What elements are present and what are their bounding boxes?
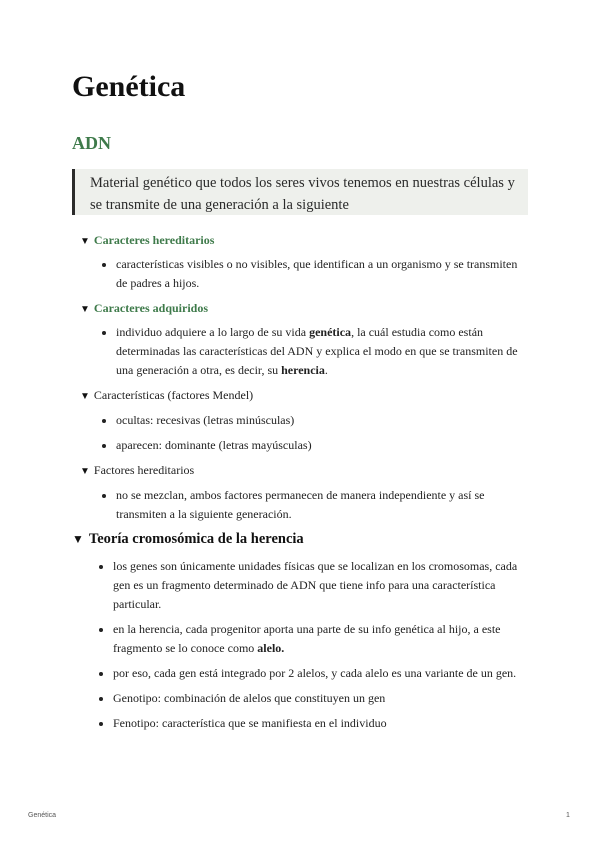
- toggle-factores-hereditarios[interactable]: [80, 462, 194, 480]
- list-item: Genotipo: combinación de alelos que constituyen un gen: [97, 689, 527, 708]
- toggle-caracteres-hereditarios[interactable]: [80, 232, 214, 250]
- triangle-down-icon[interactable]: ▼: [80, 304, 90, 315]
- triangle-down-icon[interactable]: ▼: [80, 391, 90, 402]
- list-item: por eso, cada gen está integrado por 2 alelos, y cada alelo es una variante de un gen.: [97, 664, 527, 683]
- list-item: [100, 323, 528, 380]
- toggle-label: Teoría cromosómica de la herencia: [88, 531, 304, 547]
- toggle-label: Caracteres hereditarios: [93, 233, 215, 247]
- toggle-label: Características (factores Mendel): [93, 388, 254, 402]
- toggle-teoria-cromosomica[interactable]: [72, 531, 304, 547]
- list-hereditarios: [100, 255, 530, 293]
- list-adquiridos: [100, 323, 528, 380]
- list-caracteristicas: [100, 411, 528, 461]
- triangle-down-icon[interactable]: ▼: [72, 532, 84, 546]
- list-item: los genes son únicamente unidades físicas que se localizan en los cromosomas, cada gen es un fragmento determinado de ADN que tiene info para una característica particular.: [97, 557, 527, 614]
- text-span: .: [324, 363, 328, 377]
- triangle-down-icon[interactable]: ▼: [80, 236, 90, 247]
- toggle-caracteristicas[interactable]: [80, 387, 253, 405]
- toggle-label: Factores hereditarios: [93, 463, 195, 477]
- list-factores: [100, 486, 500, 524]
- list-item: no se mezclan, ambos factores permanecen de manera independiente y así se transmiten a la siguiente generación.: [100, 486, 500, 524]
- list-item: [97, 620, 527, 658]
- text-span: , la cuál estudia como están determinadas las características del ADN y explica el modo en que se transmiten de una generación a otra, es decir, su: [116, 325, 518, 377]
- toggle-caracteres-adquiridos[interactable]: [80, 300, 208, 318]
- list-teoria: [97, 557, 527, 739]
- page-title: Genética: [72, 70, 186, 103]
- text-span: individuo adquiere a lo largo de su vida: [116, 325, 310, 339]
- adn-heading: ADN: [72, 133, 111, 153]
- list-item: Fenotipo: característica que se manifiesta en el individuo: [97, 714, 527, 733]
- bold-text: herencia: [281, 363, 325, 377]
- quote-block: Material genético que todos los seres vivos tenemos en nuestras células y se transmite de una generación a la siguiente: [72, 169, 528, 215]
- bold-text: genética: [309, 325, 352, 339]
- list-item: características visibles o no visibles, que identifican a un organismo y se transmiten de padres a hijos.: [100, 255, 530, 293]
- toggle-label: Caracteres adquiridos: [93, 301, 209, 315]
- footer-title: Genética: [28, 812, 57, 819]
- list-item: aparecen: dominante (letras mayúsculas): [100, 436, 528, 455]
- triangle-down-icon[interactable]: ▼: [80, 466, 90, 477]
- footer-page-number: 1: [566, 812, 570, 819]
- list-item: ocultas: recesivas (letras minúsculas): [100, 411, 528, 430]
- bold-text: alelo.: [257, 641, 285, 655]
- text-span: en la herencia, cada progenitor aporta una parte de su info genética al hijo, a este fragmento se lo conoce como: [113, 622, 501, 655]
